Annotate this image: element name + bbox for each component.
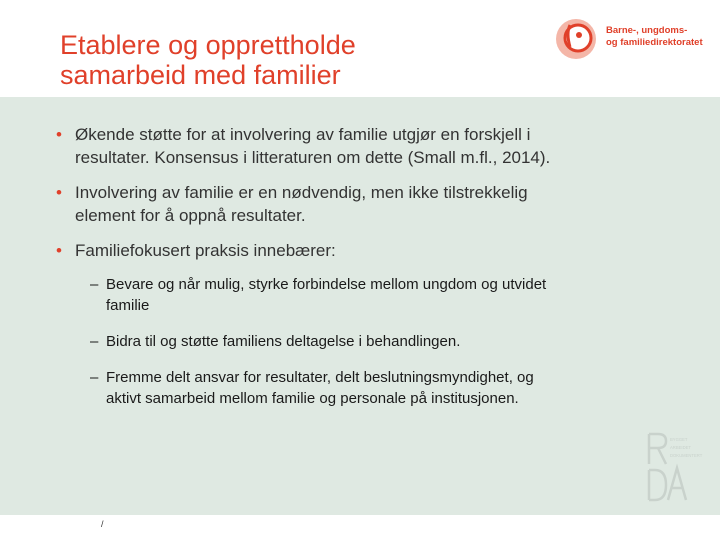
sub-bullet-dash: – — [90, 276, 99, 293]
bufdir-logo-text — [606, 25, 703, 49]
bufdir-logo — [554, 17, 714, 61]
sub-bullet-item — [90, 331, 635, 352]
bullet-line: Familiefokusert praksis innebærer: — [75, 241, 336, 260]
bullet-line: Involvering av familie er en nødvendig, men ikke tilstrekkelig — [75, 183, 528, 202]
bullet-item — [56, 181, 676, 227]
sub-bullet-item — [90, 274, 635, 316]
bullet-dot: • — [56, 125, 62, 144]
bullet-line: element for å oppnå resultater. — [75, 206, 306, 225]
sub-bullet-dash: – — [90, 333, 99, 350]
sub-bullet-line: familie — [106, 297, 150, 314]
logo-text-line-1: Barne-, ungdoms- — [606, 25, 688, 36]
sub-bullet-line: Fremme delt ansvar for resultater, delt beslutningsmyndighet, og — [106, 369, 534, 386]
bullet-dot: • — [56, 241, 62, 260]
logo-text-line-2: og familiedirektoratet — [606, 37, 703, 48]
bullet-dot: • — [56, 183, 62, 202]
watermark-text: BYGGET — [670, 437, 688, 442]
slide-title — [60, 30, 540, 90]
bullet-line: Økende støtte for at involvering av familie utgjør en forskjell i — [75, 125, 531, 144]
bullet-item — [56, 239, 676, 262]
sub-bullet-line: Bevare og når mulig, styrke forbindelse mellom ungdom og utvidet — [106, 276, 547, 293]
footer-slide-mark: / — [101, 519, 104, 529]
sub-bullet-line: aktivt samarbeid mellom familie og personale på institusjonen. — [106, 390, 519, 407]
bullet-list — [56, 123, 676, 424]
bullet-line: resultater. Konsensus i litteraturen om dette (Small m.fl., 2014). — [75, 148, 551, 167]
watermark-text: DOKUMENTERT — [670, 453, 703, 458]
bufdir-face-logo-icon — [554, 17, 598, 61]
sub-bullet-dash: – — [90, 369, 99, 386]
bullet-item — [56, 123, 676, 169]
sub-bullet-line: Bidra til og støtte familiens deltagelse i behandlingen. — [106, 333, 461, 350]
watermark-text: ARBEIDET — [670, 445, 691, 450]
title-line-1: Etablere og opprettholde — [60, 30, 356, 60]
title-line-2: samarbeid med familier — [60, 60, 341, 90]
sub-bullet-list — [90, 274, 635, 409]
sub-bullet-item — [90, 367, 635, 409]
rba-watermark-logo — [646, 432, 703, 502]
